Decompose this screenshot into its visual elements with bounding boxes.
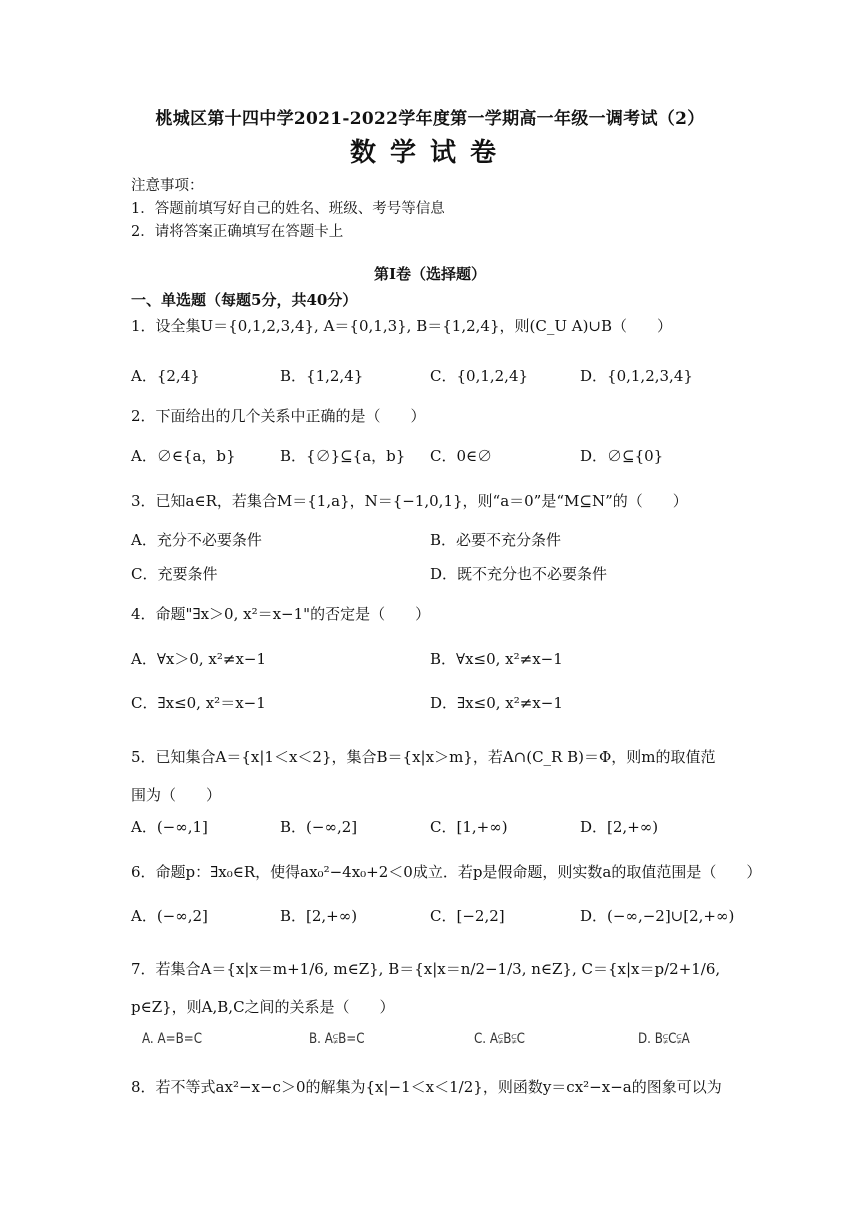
q6-option-b: B．[2,+∞)	[280, 907, 358, 925]
q6-option-d: D．(−∞,−2]∪[2,+∞)	[580, 907, 735, 925]
question-3-stem: 3．已知a∈R，若集合M＝{1,a}，N＝{−1,0,1}，则“a＝0”是“M⊆N”的（ ）	[131, 492, 688, 510]
q1-option-c: C．{0,1,2,4}	[430, 367, 529, 385]
q4-option-c: C．∃x≤0, x²＝x−1	[131, 694, 266, 712]
q2-option-b: B．{∅}⊆{a，b}	[280, 447, 406, 465]
q3-option-a: A．充分不必要条件	[131, 531, 262, 549]
q2-option-a: A．∅∈{a，b}	[131, 447, 236, 465]
question-7-stem: 7．若集合A＝{x|x＝m+1/6, m∈Z}, B＝{x|x＝n/2−1/3, n∈Z}, C＝{x|x＝p/2+1/6, p∈Z}，则A,B,C之间的关系是（ ）	[131, 960, 721, 1016]
q3-option-b: B．必要不充分条件	[430, 531, 562, 549]
q7-option-c: C. A⫋B⫋C	[474, 1031, 525, 1047]
q5-option-b: B．(−∞,2]	[280, 818, 358, 836]
exam-title: 桃城区第十四中学2021-2022学年度第一学期高一年级一调考试（2）	[155, 109, 705, 129]
question-8-stem: 8．若不等式ax²−x−c＞0的解集为{x|−1＜x＜1/2}，则函数y＝cx²−x−a的图象可以为	[131, 1078, 722, 1096]
q1-option-d: D．{0,1,2,3,4}	[580, 367, 693, 385]
q4-option-d: D．∃x≤0, x²≠x−1	[430, 694, 563, 712]
q7-option-d: D. B⫋C⫋A	[638, 1031, 690, 1047]
q7-option-a: A. A=B=C	[142, 1031, 203, 1047]
q7-option-b: B. A⫋B=C	[309, 1031, 365, 1047]
q5-option-c: C．[1,+∞)	[430, 818, 508, 836]
q1-option-a: A．{2,4}	[131, 367, 200, 385]
q5-option-d: D．[2,+∞)	[580, 818, 659, 836]
question-6-stem: 6．命题p：∃x₀∈R，使得ax₀²−4x₀+2＜0成立．若p是假命题，则实数a的取值范围是（ ）	[131, 863, 762, 881]
question-1-stem: 1．设全集U＝{0,1,2,3,4}, A＝{0,1,3}, B＝{1,2,4}，则(C_U A)∪B（ ）	[131, 317, 673, 335]
note-item: 1．答题前填写好自己的姓名、班级、考号等信息	[131, 201, 445, 217]
exam-subtitle: 数学试卷	[349, 138, 510, 168]
q3-option-d: D．既不充分也不必要条件	[430, 565, 608, 583]
q6-option-a: A．(−∞,2]	[131, 907, 208, 925]
q5-option-a: A．(−∞,1]	[131, 818, 208, 836]
section-part-heading: 一、单选题（每题5分，共40分）	[131, 291, 358, 309]
notes-heading: 注意事项：	[131, 178, 204, 194]
question-2-stem: 2．下面给出的几个关系中正确的是（ ）	[131, 407, 426, 425]
question-5-stem: 5．已知集合A＝{x|1＜x＜2}，集合B＝{x|x＞m}，若A∩(C_R B)＝Φ，则m的取值范围为（ ）	[131, 748, 716, 804]
q6-option-c: C．[−2,2]	[430, 907, 505, 925]
q1-option-b: B．{1,2,4}	[280, 367, 364, 385]
question-4-stem: 4．命题"∃x＞0, x²＝x−1"的否定是（ ）	[131, 605, 431, 623]
section-title: 第Ⅰ卷（选择题）	[373, 265, 487, 283]
q4-option-b: B．∀x≤0, x²≠x−1	[430, 650, 563, 668]
q2-option-d: D．∅⊆{0}	[580, 447, 664, 465]
q4-option-a: A．∀x＞0, x²≠x−1	[131, 650, 267, 668]
q2-option-c: C．0∈∅	[430, 447, 493, 465]
q3-option-c: C．充要条件	[131, 565, 218, 583]
note-item: 2．请将答案正确填写在答题卡上	[131, 224, 344, 240]
